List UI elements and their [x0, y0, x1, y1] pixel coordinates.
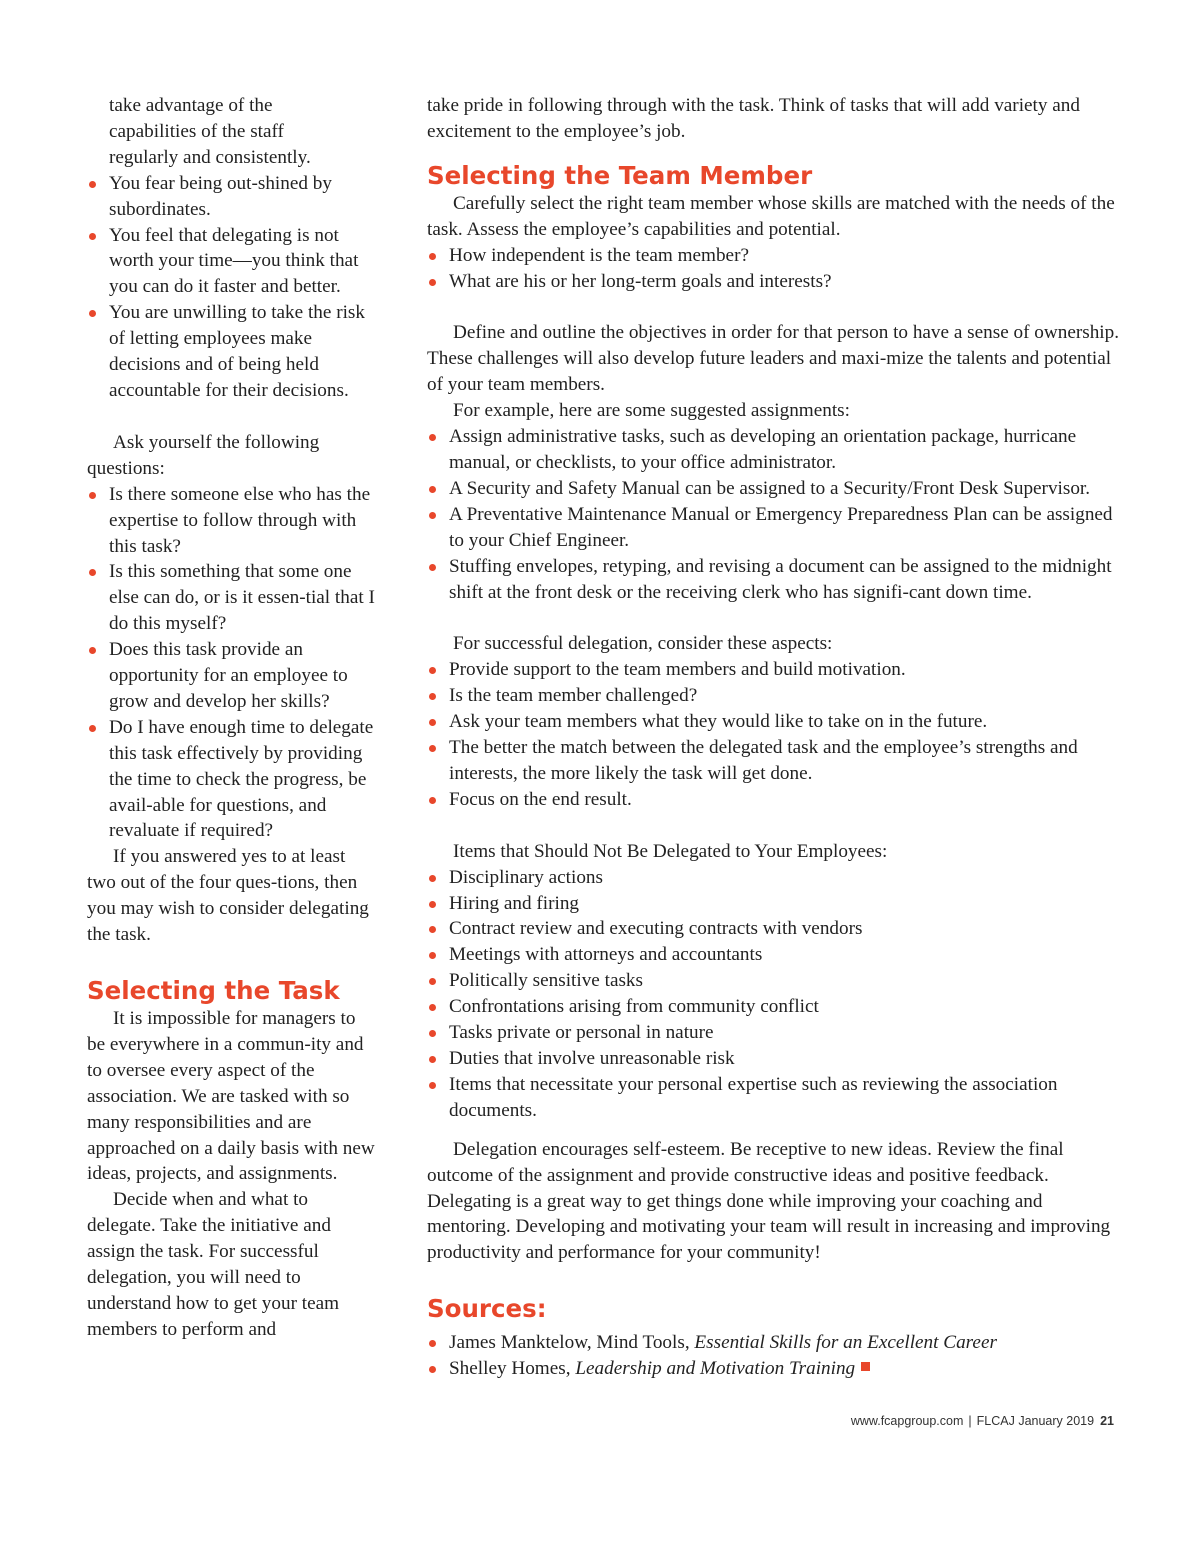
task-paragraph-1: It is impossible for managers to be everywhere in a commun-ity and to oversee every aspect of the association. We are tasked with so many responsibilities and are approached on a daily basis with new ideas, projects, and assignments. — [87, 1008, 375, 1185]
bullet-icon — [429, 667, 436, 674]
list-item: Focus on the end result. — [427, 787, 1127, 813]
list-item: How independent is the team member? — [427, 243, 1127, 269]
list-item: You fear being out-shined by subordinates. — [87, 171, 377, 223]
source-title: Leadership and Motivation Training — [575, 1358, 856, 1380]
list-item: A Preventative Maintenance Manual or Emergency Preparedness Plan can be assigned to your Chief Engineer. — [427, 502, 1127, 554]
if-answered-paragraph: If you answered yes to at least two out of the four ques-tions, then you may wish to consider delegating the task. — [87, 846, 369, 946]
footer-url[interactable]: www.fcapgroup.com — [850, 1414, 964, 1428]
bullet-icon — [429, 952, 436, 959]
bullet-icon — [429, 719, 436, 726]
questions-list — [87, 482, 377, 845]
bullet-icon — [89, 181, 96, 188]
list-item: Is this something that some one else can do, or is it essen-tial that I do this myself? — [87, 559, 377, 637]
list-item: Provide support to the team members and build motivation. — [427, 657, 1127, 683]
list-item: Hiring and firing — [427, 891, 1127, 917]
list-item: Duties that involve unreasonable risk — [427, 1046, 1127, 1072]
list-item: The better the match between the delegated task and the employee’s strengths and interests, the more likely the task will get done. — [427, 735, 1127, 787]
bullet-icon — [429, 926, 436, 933]
list-item: Items that necessitate your personal expertise such as reviewing the association documents. — [427, 1072, 1127, 1124]
list-item: Contract review and executing contracts with vendors — [427, 916, 1127, 942]
list-item: Politically sensitive tasks — [427, 968, 1127, 994]
bullet-icon — [429, 797, 436, 804]
heading-selecting-the-team-member: Selecting the Team Member — [427, 160, 813, 190]
bullet-icon — [429, 486, 436, 493]
aspects-list — [427, 657, 1127, 812]
bullet-icon — [429, 1030, 436, 1037]
team-questions-list — [427, 243, 1127, 295]
ask-intro: Ask yourself the following questions: — [87, 431, 320, 479]
bullet-icon — [429, 875, 436, 882]
bullet-icon — [429, 1366, 436, 1373]
team-paragraph: Carefully select the right team member whose skills are matched with the needs of the task. Assess the employee’s capabilities and potential. — [427, 192, 1115, 240]
list-item: A Security and Safety Manual can be assigned to a Security/Front Desk Supervisor. — [427, 476, 1127, 502]
footer-separator: | — [968, 1414, 972, 1428]
bullet-icon — [429, 745, 436, 752]
source-item: Shelley Homes, Leadership and Motivation Training — [427, 1356, 1127, 1382]
source-title: Essential Skills for an Excellent Career — [694, 1332, 997, 1354]
assignments-list — [427, 424, 1127, 605]
bullet-icon — [89, 647, 96, 654]
continued-line: capabilities of the staff — [109, 120, 284, 142]
bullet-icon — [89, 569, 96, 576]
bullet-icon — [89, 725, 96, 732]
list-item: What are his or her long-term goals and interests? — [427, 269, 1127, 295]
heading-selecting-the-task: Selecting the Task — [87, 976, 340, 1005]
not-delegated-list — [427, 865, 1127, 1124]
page-number: 21 — [1100, 1414, 1114, 1428]
bullet-icon — [429, 1004, 436, 1011]
list-item: You are unwilling to take the risk of letting employees make decisions and of being held accountable for their decisions. — [87, 300, 377, 404]
list-item: Stuffing envelopes, retyping, and revising a document can be assigned to the midnight shift at the front desk or the receiving clerk who has signifi-cant down time. — [427, 554, 1127, 606]
bullet-icon — [429, 901, 436, 908]
list-item: Confrontations arising from community conflict — [427, 994, 1127, 1020]
bullet-icon — [429, 978, 436, 985]
bullet-icon — [429, 253, 436, 260]
source-item: James Manktelow, Mind Tools, Essential Skills for an Excellent Career — [427, 1330, 1127, 1356]
closing-paragraph: Delegation encourages self-esteem. Be receptive to new ideas. Review the final outcome of the assignment and provide constructive ideas and positive feedback. Delegating is a great way to get things done while improving your coaching and mentoring. Developing and motivating your team will result in increasing and improving productivity and performance for your community! — [427, 1138, 1111, 1264]
task-paragraph-2: Decide when and what to delegate. Take the initiative and assign the task. For successful delegation, you will need to understand how to get your team members to perform and — [87, 1189, 340, 1340]
intro-paragraph: take pride in following through with the task. Think of tasks that will add variety and excitement to the employee’s job. — [427, 95, 1080, 142]
concerns-list — [87, 171, 377, 404]
list-item: Meetings with attorneys and accountants — [427, 942, 1127, 968]
heading-sources: Sources: — [427, 1294, 547, 1324]
bullet-icon — [429, 434, 436, 441]
continued-line: regularly and consistently. — [109, 146, 311, 168]
bullet-icon — [89, 492, 96, 499]
list-item: Does this task provide an opportunity for an employee to grow and develop her skills? — [87, 637, 377, 715]
list-item: Is the team member challenged? — [427, 683, 1127, 709]
list-item: You feel that delegating is not worth your time—you think that you can do it faster and better. — [87, 223, 377, 301]
bullet-icon — [429, 1056, 436, 1063]
right-column — [427, 93, 1127, 1382]
continued-line: take advantage of the — [109, 95, 273, 116]
continued-bullet-text — [87, 93, 377, 171]
success-paragraph: For successful delegation, consider these aspects: — [453, 633, 833, 655]
bullet-icon — [89, 310, 96, 317]
left-column — [87, 93, 377, 1343]
list-item: Assign administrative tasks, such as developing an orientation package, hurricane manual, or checklists, to your office administrator. — [427, 424, 1127, 476]
list-item: Ask your team members what they would like to take on in the future. — [427, 709, 1127, 735]
bullet-icon — [429, 564, 436, 571]
bullet-icon — [429, 512, 436, 519]
page-footer — [851, 1414, 1114, 1428]
items-paragraph: Items that Should Not Be Delegated to Your Employees: — [453, 840, 888, 862]
example-paragraph: For example, here are some suggested assignments: — [453, 400, 850, 422]
bullet-icon — [429, 693, 436, 700]
define-paragraph: Define and outline the objectives in order for that person to have a sense of ownership. These challenges will also develop future leaders and maxi-mize the talents and potential of your team members. — [427, 322, 1120, 396]
list-item: Do I have enough time to delegate this task effectively by providing the time to check the progress, be avail-able for questions, and revaluate if required? — [87, 715, 377, 845]
bullet-icon — [429, 1082, 436, 1089]
sources-list — [427, 1330, 1127, 1382]
bullet-icon — [429, 279, 436, 286]
list-item: Tasks private or personal in nature — [427, 1020, 1127, 1046]
bullet-icon — [429, 1340, 436, 1347]
end-mark-icon — [861, 1362, 870, 1371]
bullet-icon — [89, 233, 96, 240]
footer-publication: FLCAJ January 2019 — [976, 1414, 1095, 1428]
list-item: Disciplinary actions — [427, 865, 1127, 891]
list-item: Is there someone else who has the expertise to follow through with this task? — [87, 482, 377, 560]
